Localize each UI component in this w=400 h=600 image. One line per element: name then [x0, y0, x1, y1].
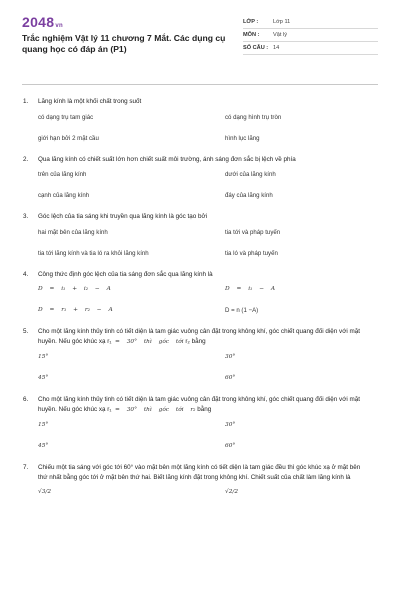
- option-c[interactable]: 45°: [38, 375, 49, 381]
- question-text: Công thức định góc lệch của tia sáng đơn sắc qua lăng kính là: [38, 270, 213, 278]
- option-a[interactable]: √3/2: [38, 489, 52, 495]
- question-7: [22, 463, 378, 497]
- meta-class: [243, 16, 378, 29]
- option-b[interactable]: D = i₁ − A: [225, 286, 276, 292]
- option-b[interactable]: có dạng hình trụ tròn: [225, 113, 282, 121]
- options: [38, 488, 378, 497]
- options: [38, 353, 378, 383]
- option-c[interactable]: D = r₁ + r₂ − A: [38, 307, 113, 313]
- question-5: [22, 327, 378, 383]
- question-text: Lăng kính là một khối chất trong suốt: [38, 98, 142, 105]
- meta-value: 14: [273, 45, 280, 51]
- question-text: Cho một lăng kính thủy tinh có tiết diện là tam giác vuông cân đặt trong không khí, góc chiết quang đối diện với mặt huyền. Nếu góc khúc xạ r₁ = 30° thì góc tới r₂ bằng: [38, 328, 360, 345]
- meta-value: Lớp 11: [273, 19, 291, 25]
- question-text: Qua lăng kính có chiết suất lớn hơn chiết suất môi trường, ánh sáng đơn sắc bị lệch về phía: [38, 155, 296, 163]
- meta-label: MÔN :: [243, 32, 260, 38]
- options: [38, 228, 378, 258]
- question-text: Cho một lăng kính thủy tinh có tiết diện là tam giác vuông cân đặt trong không khí, góc chiết quang đối diện với mặt huyền. Nếu góc khúc xạ r₁ = 30° thì góc tới r₂ bằng: [38, 396, 360, 413]
- meta-value: Vật lý: [273, 32, 287, 38]
- option-c[interactable]: cạnh của lăng kính: [38, 192, 90, 199]
- option-c[interactable]: tia tới lăng kính và tia ló ra khỏi lăng kính: [38, 249, 149, 257]
- header-left: [22, 14, 242, 76]
- question-4: [22, 270, 378, 316]
- option-d[interactable]: D = n (1 −A): [225, 307, 259, 314]
- header-divider: [22, 84, 378, 85]
- option-d[interactable]: hình lục lăng: [225, 134, 260, 142]
- options: [38, 421, 378, 451]
- option-b[interactable]: √2/2: [225, 489, 239, 495]
- option-a[interactable]: hai mặt bên của lăng kính: [38, 228, 108, 236]
- option-d[interactable]: tia ló và pháp tuyến: [225, 249, 278, 257]
- option-c[interactable]: 45°: [38, 443, 49, 449]
- option-a[interactable]: D = i₁ + i₂ − A: [38, 286, 111, 292]
- option-d[interactable]: 60°: [225, 443, 236, 449]
- question-number: 3.: [23, 213, 29, 220]
- question-number: 2.: [23, 155, 29, 163]
- meta-question-count: [243, 42, 378, 55]
- meta-label: SỐ CÂU :: [243, 45, 269, 51]
- option-b[interactable]: 30°: [225, 354, 236, 360]
- question-number: 5.: [23, 328, 29, 335]
- meta-subject: [243, 29, 378, 42]
- option-d[interactable]: 60°: [225, 375, 236, 381]
- option-a[interactable]: có dạng trụ tam giác: [38, 113, 94, 121]
- question-1: [22, 97, 378, 143]
- question-number: 6.: [23, 396, 29, 403]
- options: [38, 285, 378, 315]
- question-text: Góc lệch của tia sáng khi truyền qua lăng kính là góc tạo bởi: [38, 213, 208, 220]
- option-a[interactable]: 15°: [38, 422, 49, 428]
- question-2: [22, 155, 378, 201]
- option-c[interactable]: giới hạn bởi 2 mặt cầu: [38, 134, 99, 142]
- question-number: 4.: [23, 270, 29, 278]
- question-number: 1.: [23, 98, 29, 105]
- option-d[interactable]: đáy của lăng kính: [225, 192, 273, 199]
- question-6: [22, 395, 378, 451]
- question-text: Chiếu một tia sáng với góc tới 60° vào mặt bên một lăng kính có tiết diện là tam giác đều thì góc khúc xạ ở mặt bên thứ nhất bằng góc tới ở mặt bên thứ hai. Biết lăng kính đặt trong không khí. Chiết suất của chất làm lăng kính là: [38, 464, 361, 481]
- question-3: [22, 212, 378, 258]
- options: [38, 170, 378, 200]
- option-a[interactable]: trên của lăng kính: [38, 171, 87, 178]
- meta-label: LỚP :: [243, 19, 259, 25]
- option-b[interactable]: dưới của lăng kính: [225, 171, 276, 178]
- site-logo[interactable]: 2048vn: [22, 14, 63, 30]
- document-title: Trắc nghiệm Vật lý 11 chương 7 Mắt. Các dụng cụ quang học có đáp án (P1): [22, 33, 226, 54]
- option-b[interactable]: tia tới và pháp tuyến: [225, 228, 281, 236]
- option-b[interactable]: 30°: [225, 422, 236, 428]
- question-number: 7.: [23, 464, 29, 471]
- options: [38, 113, 378, 143]
- page-header: [22, 14, 378, 76]
- document-meta: [243, 16, 378, 76]
- option-a[interactable]: 15°: [38, 354, 49, 360]
